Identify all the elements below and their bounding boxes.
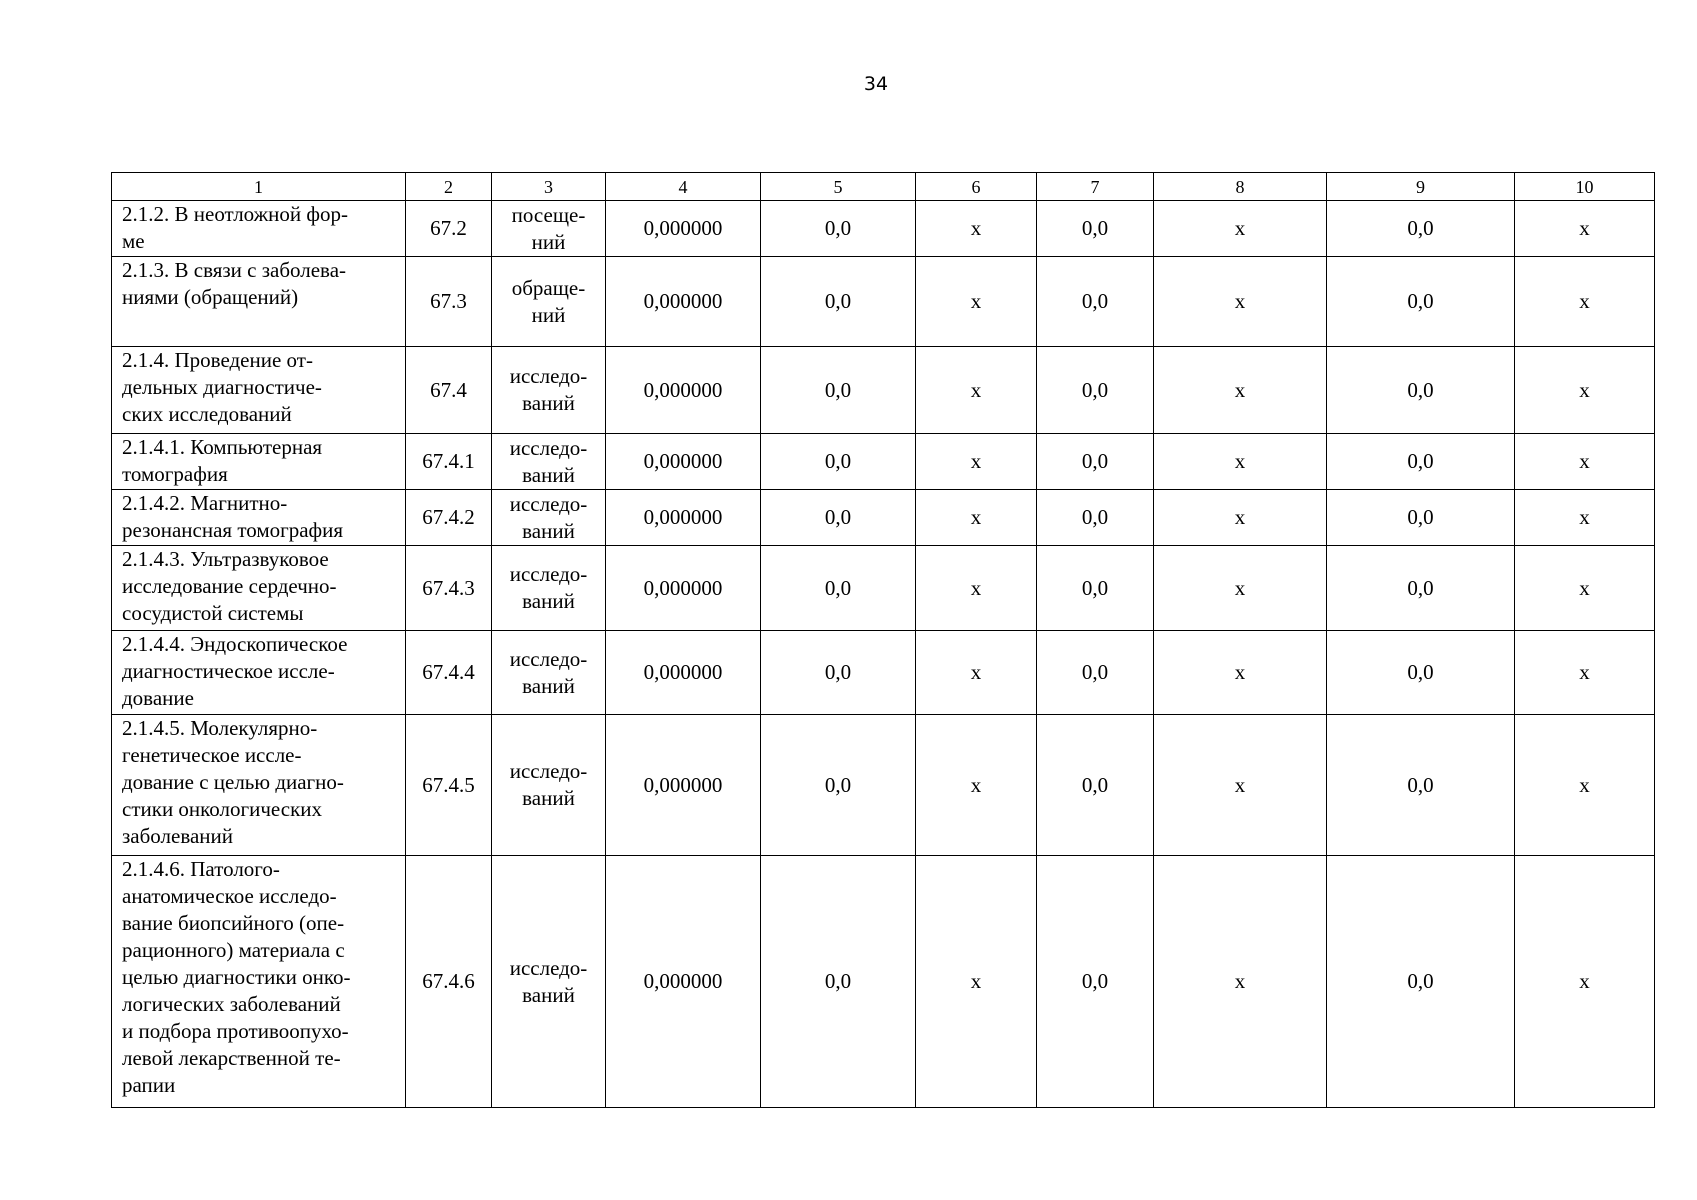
value-cell: 0,0 [1327, 856, 1515, 1108]
value-cell: x [1515, 631, 1655, 715]
value-cell: x [1515, 434, 1655, 490]
value-cell: 0,000000 [606, 257, 761, 347]
row-code: 67.4.1 [406, 434, 492, 490]
value-cell: x [916, 546, 1037, 631]
row-name: 2.1.4.4. Эндоскопическое диагностическое иссле- дование [112, 631, 406, 715]
column-header: 8 [1154, 173, 1327, 201]
value-cell: x [1154, 347, 1327, 434]
value-cell: 0,0 [761, 257, 916, 347]
value-cell: 0,0 [1327, 631, 1515, 715]
row-code: 67.3 [406, 257, 492, 347]
column-header: 9 [1327, 173, 1515, 201]
value-cell: 0,0 [761, 631, 916, 715]
value-cell: x [1515, 490, 1655, 546]
value-cell: x [1154, 856, 1327, 1108]
row-unit: исследо- ваний [492, 631, 606, 715]
row-name: 2.1.4. Проведение от- дельных диагностиче- ских исследований [112, 347, 406, 434]
value-cell: 0,0 [761, 715, 916, 856]
value-cell: 0,000000 [606, 434, 761, 490]
value-cell: x [1515, 715, 1655, 856]
value-cell: 0,0 [761, 546, 916, 631]
value-cell: 0,0 [1327, 434, 1515, 490]
value-cell: 0,0 [1037, 631, 1154, 715]
value-cell: 0,0 [1327, 546, 1515, 631]
value-cell: x [1154, 715, 1327, 856]
value-cell: 0,0 [1327, 715, 1515, 856]
value-cell: x [916, 201, 1037, 257]
value-cell: x [1515, 257, 1655, 347]
value-cell: 0,000000 [606, 856, 761, 1108]
row-code: 67.4.4 [406, 631, 492, 715]
data-table [111, 172, 1655, 1108]
value-cell: 0,0 [1037, 715, 1154, 856]
row-code: 67.2 [406, 201, 492, 257]
value-cell: 0,000000 [606, 490, 761, 546]
value-cell: 0,000000 [606, 201, 761, 257]
row-unit: исследо- ваний [492, 546, 606, 631]
value-cell: 0,0 [1327, 257, 1515, 347]
column-header: 2 [406, 173, 492, 201]
column-header: 7 [1037, 173, 1154, 201]
table-row [112, 546, 1655, 631]
value-cell: 0,0 [761, 490, 916, 546]
value-cell: 0,0 [1327, 347, 1515, 434]
value-cell: x [1154, 257, 1327, 347]
table-row [112, 434, 1655, 490]
value-cell: 0,0 [1037, 201, 1154, 257]
value-cell: 0,0 [1327, 490, 1515, 546]
value-cell: 0,0 [1037, 856, 1154, 1108]
row-unit: обраще- ний [492, 257, 606, 347]
page-number: 34 [863, 73, 889, 95]
column-header: 6 [916, 173, 1037, 201]
value-cell: 0,000000 [606, 715, 761, 856]
row-unit: исследо- ваний [492, 715, 606, 856]
value-cell: x [1515, 856, 1655, 1108]
value-cell: 0,000000 [606, 347, 761, 434]
row-unit: исследо- ваний [492, 490, 606, 546]
table-row [112, 201, 1655, 257]
value-cell: x [1154, 546, 1327, 631]
value-cell: 0,0 [761, 434, 916, 490]
row-code: 67.4 [406, 347, 492, 434]
value-cell: 0,0 [1037, 347, 1154, 434]
value-cell: 0,000000 [606, 546, 761, 631]
row-unit: посеще- ний [492, 201, 606, 257]
row-code: 67.4.2 [406, 490, 492, 546]
column-header: 5 [761, 173, 916, 201]
value-cell: x [1154, 631, 1327, 715]
row-name: 2.1.2. В неотложной фор- ме [112, 201, 406, 257]
table-row [112, 490, 1655, 546]
row-name: 2.1.4.3. Ультразвуковое исследование сердечно- сосудистой системы [112, 546, 406, 631]
value-cell: 0,0 [1037, 546, 1154, 631]
row-code: 67.4.5 [406, 715, 492, 856]
value-cell: 0,0 [1037, 257, 1154, 347]
value-cell: x [1154, 434, 1327, 490]
column-header: 1 [112, 173, 406, 201]
value-cell: 0,0 [761, 201, 916, 257]
header-row [112, 173, 1655, 201]
value-cell: 0,0 [1037, 490, 1154, 546]
value-cell: 0,0 [1037, 434, 1154, 490]
value-cell: x [1154, 490, 1327, 546]
column-header: 10 [1515, 173, 1655, 201]
value-cell: x [916, 347, 1037, 434]
table-body [112, 201, 1655, 1108]
row-name: 2.1.4.1. Компьютерная томография [112, 434, 406, 490]
value-cell: x [916, 856, 1037, 1108]
value-cell: x [1515, 347, 1655, 434]
value-cell: 0,0 [761, 347, 916, 434]
value-cell: x [916, 631, 1037, 715]
table-row [112, 631, 1655, 715]
row-unit: исследо- ваний [492, 856, 606, 1108]
value-cell: 0,000000 [606, 631, 761, 715]
row-name: 2.1.4.2. Магнитно- резонансная томография [112, 490, 406, 546]
value-cell: 0,0 [1327, 201, 1515, 257]
value-cell: x [1515, 546, 1655, 631]
row-unit: исследо- ваний [492, 434, 606, 490]
value-cell: x [916, 715, 1037, 856]
table-row [112, 715, 1655, 856]
row-name: 2.1.4.5. Молекулярно- генетическое иссле- дование с целью диагно- стики онкологических заболеваний [112, 715, 406, 856]
row-name: 2.1.4.6. Патолого- анатомическое исследо- вание биопсийного (опе- рационного) материала с целью диагностики онко- логических заболеваний и подбора противоопухо- левой лекарственной те- рапии [112, 856, 406, 1108]
row-code: 67.4.6 [406, 856, 492, 1108]
value-cell: x [1154, 201, 1327, 257]
row-code: 67.4.3 [406, 546, 492, 631]
column-header: 3 [492, 173, 606, 201]
table-row [112, 257, 1655, 347]
value-cell: x [916, 257, 1037, 347]
value-cell: x [916, 434, 1037, 490]
value-cell: 0,0 [761, 856, 916, 1108]
row-name: 2.1.3. В связи с заболева- ниями (обращений) [112, 257, 406, 347]
value-cell: x [916, 490, 1037, 546]
value-cell: x [1515, 201, 1655, 257]
table-row [112, 856, 1655, 1108]
column-header: 4 [606, 173, 761, 201]
table-row [112, 347, 1655, 434]
row-unit: исследо- ваний [492, 347, 606, 434]
